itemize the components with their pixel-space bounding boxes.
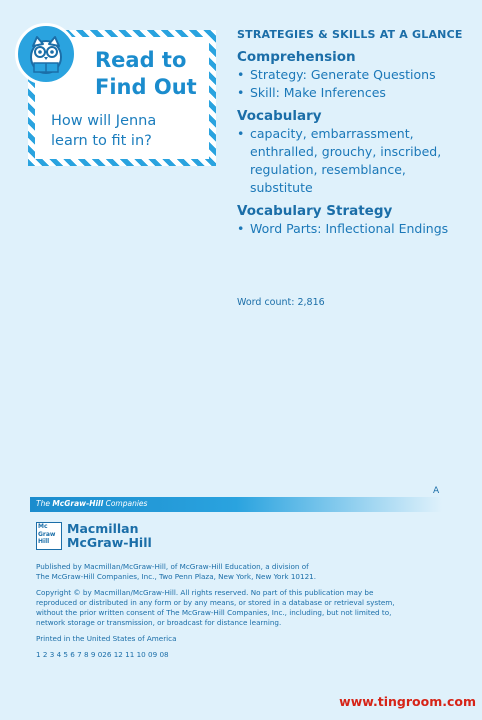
logo-box-line2: Graw xyxy=(38,530,56,538)
comprehension-list xyxy=(237,66,477,102)
band-brand: McGraw-Hill xyxy=(52,499,104,508)
skills-title: STRATEGIES & SKILLS AT A GLANCE xyxy=(237,28,463,41)
read-box-title-line1: Read to xyxy=(95,48,187,72)
owl-reading-icon xyxy=(15,23,77,85)
word-count: Word count: 2,816 xyxy=(237,297,325,308)
read-box-question-line2: learn to fit in? xyxy=(51,133,152,149)
copyright-line: reproduced or distributed in any form or by any means, or stored in a database or retrieval system, xyxy=(36,598,395,607)
print-numbers: 1 2 3 4 5 6 7 8 9 026 12 11 10 09 08 xyxy=(36,650,169,659)
vocabulary-line: regulation, resemblance, xyxy=(250,162,406,177)
watermark: www.tingroom.com xyxy=(339,694,476,709)
list-item xyxy=(237,125,477,197)
vocabulary-heading: Vocabulary xyxy=(237,108,322,124)
publisher-logo-name xyxy=(67,522,152,550)
read-box-question xyxy=(51,111,211,151)
vocabulary-list xyxy=(237,125,477,197)
list-item: • Skill: Make Inferences xyxy=(237,84,477,102)
copyright-notice xyxy=(36,588,456,628)
band-prefix: The xyxy=(36,499,50,508)
comprehension-heading: Comprehension xyxy=(237,49,356,65)
vocab-strategy-list xyxy=(237,220,477,238)
read-box-title xyxy=(95,47,215,101)
level-letter: A xyxy=(433,486,440,496)
read-box-title-line2: Find Out xyxy=(95,75,197,99)
list-item: • Strategy: Generate Questions xyxy=(237,66,477,84)
vocabulary-line: • capacity, embarrassment, xyxy=(250,126,414,141)
copyright-line: without the prior written consent of The McGraw-Hill Companies, Inc., including, but not limited to, xyxy=(36,608,392,617)
band-text xyxy=(36,499,147,508)
vocabulary-line: substitute xyxy=(250,180,313,195)
logo-name-line2: McGraw-Hill xyxy=(67,535,152,550)
printed-in: Printed in the United States of America xyxy=(36,634,177,643)
vocab-strategy-heading: Vocabulary Strategy xyxy=(237,203,393,219)
publisher-line: The McGraw-Hill Companies, Inc., Two Penn Plaza, New York, New York 10121. xyxy=(36,572,317,581)
skills-column xyxy=(237,28,477,244)
logo-box-line3: Hill xyxy=(38,538,50,545)
logo-box-line1: Mc xyxy=(38,523,48,530)
logo-name-line1: Macmillan xyxy=(67,521,139,536)
publisher-line: Published by Macmillan/McGraw-Hill, of McGraw-Hill Education, a division of xyxy=(36,562,309,571)
copyright-line: network storage or transmission, or broadcast for distance learning. xyxy=(36,618,282,627)
mcgraw-hill-logo-icon xyxy=(36,522,62,550)
publisher-info xyxy=(36,562,456,582)
read-to-find-out-box xyxy=(28,30,216,166)
band-suffix: Companies xyxy=(105,499,148,508)
vocabulary-line: enthralled, grouchy, inscribed, xyxy=(250,144,442,159)
read-box-question-line1: How will Jenna xyxy=(51,113,157,129)
list-item: • Word Parts: Inflectional Endings xyxy=(237,220,477,238)
copyright-line: Copyright © by Macmillan/McGraw-Hill. All rights reserved. No part of this publication may be xyxy=(36,588,374,597)
publisher-band xyxy=(30,497,442,512)
